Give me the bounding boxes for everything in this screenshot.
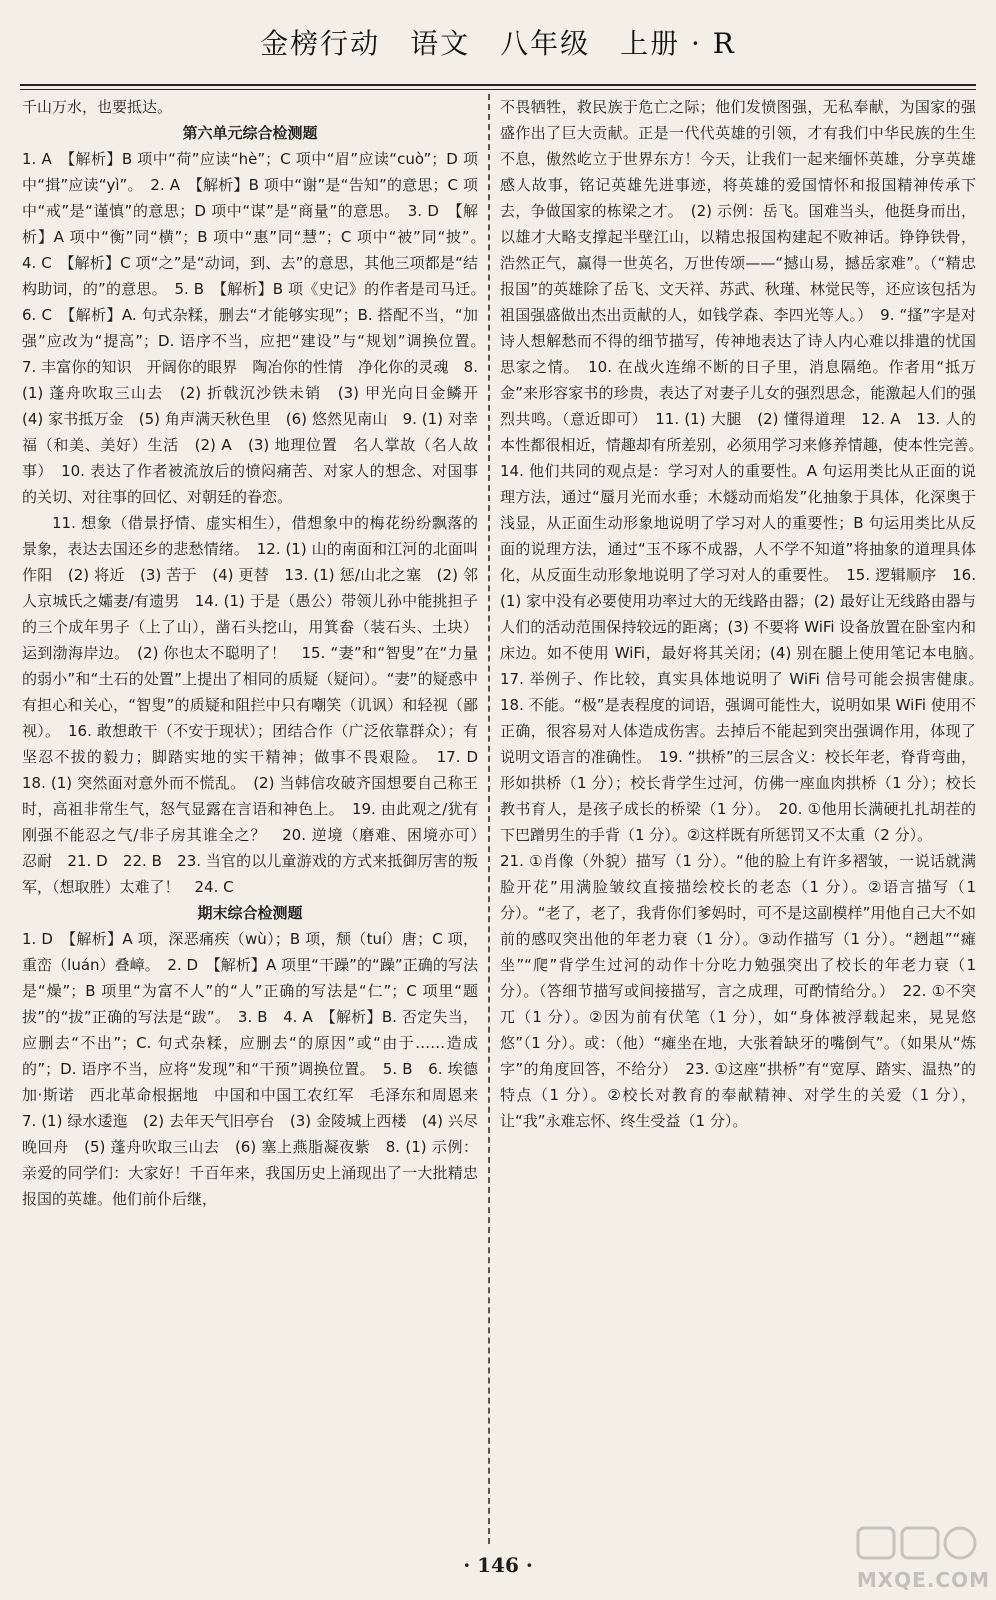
answer-paragraph: 21. ①肖像（外貌）描写（1 分）。“他的脸上有许多褶皱，一说话就满脸开花”用满脸皱纹直接描绘校长的老态（1 分）。②语言描写（1 分）。“老了，老了，我背你们爹妈时，可不是这副模样”用他自己大不如前的感叹突出他的年老力衰（1 分）。③动作描写（1 分）。“趔趄”“瘫坐”“爬”背学生过河的动作十分吃力勉强突出了校长的年老力衰（1 分）。（答细节描写或间接描写，言之成理，可酌情给分。） 22. ①不突兀（1 分）。②因为前有伏笔（1 分），如“身体被浮载起来，晃晃悠悠”（1 分）。或：（他）“瘫坐在地，大张着缺牙的嘴倒气”。（如果从“炼字”的角度回答，不给分） 23. ①这座“拱桥”有“宽厚、踏实、温热”的特点（1 分）。②校长对教育的奉献精神、对学生的关爱（1 分），让“我”永难忘怀、终生受益（1 分）。 — [500, 852, 976, 1130]
section-title: 第六单元综合检测题 — [182, 124, 318, 142]
watermark-text: MXQE.COM — [856, 1568, 990, 1592]
answer-paragraph: 不畏牺牲，救民族于危亡之际；他们发愤图强，无私奉献，为国家的强盛作出了巨大贡献。正是一代代英雄的引领，才有我们中华民族的生生不息，傲然屹立于世界东方！今天，让我们一起来缅怀英雄，分享英雄感人故事，铭记英雄先进事迹，将英雄的爱国情怀和报国精神传承下去，争做国家的栋梁之才。 (2) 示例：岳飞。国难当头，他挺身而出，以雄才大略支撑起半壁江山，以精忠报国构建起不败神话。铮铮铁骨，浩然正气，赢得一世英名，万世传颂——“撼山易，撼岳家难”。（“精忠报国”的英雄除了岳飞、文天祥、苏武、秋瑾、林觉民等，还应该包括为祖国强盛做出杰出贡献的人，如钱学森、李四光等人。） 9. “搔”字是对诗人想解愁而不得的细节描写，传神地表达了诗人内心难以排遣的忧国思家之情。 10. 在战火连绵不断的日子里，消息隔绝。作者用“抵万金”来形容家书的珍贵，表达了对妻子儿女的强烈思念，能激起人们的强烈共鸣。（意近即可） 11. (1) 大腿 (2) 懂得道理 12. A 13. 人的本性都很相近，情趣却有所差别，必须用学习来修养情趣，使本性完善。 14. 他们共同的观点是：学习对人的重要性。A 句运用类比从正面的说理方法，通过“蜃月光而水垂；木燧动而焰发”化抽象于具体，化深奥于浅显，从正面生动形象地说明了学习对人的重要性；B 句运用类比从反面的说理方法，通过“玉不琢不成器，人不学不知道”将抽象的道理具体化，从反面生动形象地说明了学习对人的重要性。 15. 逻辑顺序 16. (1) 家中没有必要使用功率过大的无线路由器；(2) 最好让无线路由器与人们的活动范围保持较远的距离；(3) 不要将 WiFi 设备放置在卧室内和床边。如不使用 WiFi，最好将其关闭；(4) 别在腿上使用笔记本电脑。 17. 举例子、作比较，真实具体地说明了 WiFi 信号可能会损害健康。 18. 不能。“极”是表程度的词语，强调可能性大，说明如果 WiFi 使用不正确，很容易对人体造成伤害。去掉后不能起到突出强调作用，体现了说明文语言的准确性。 19. “拱桥”的三层含义：校长年老，脊背弯曲，形如拱桥（1 分）；校长背学生过河，仿佛一座血肉拱桥（1 分）；校长教书育人，是孩子成长的桥梁（1 分）。 20. ①他用长满硬扎扎胡茬的下巴蹭男生的手背（1 分）。②这样既有所惩罚又不太重（2 分）。 — [500, 98, 992, 844]
answer-paragraph: 1. A 【解析】B 项中“荷”应读“hè”；C 项中“眉”应读“cuò”；D 项中“揖”应读“yì”。 2. A 【解析】B 项中“谢”是“告知”的意思；C 项中“戒”是“谨慎”的意思；D 项中“谋”是“商量”的意思。 3. D 【解析】A 项中“衡”同“横”；B 项中“惠”同“慧”；C 项中“被”同“披”。 4. C 【解析】C 项“之”是“动词，到、去”的意思，其他三项都是“结构助词，的”的意思。 5. B 【解析】B 项《史记》的作者是司马迁。 6. C 【解析】A. 句式杂糅，删去“才能够实现”；B. 搭配不当，“加强”应改为“提高”；D. 语序不当，应把“建设”与“规划”调换位置。 7. 丰富你的知识 开阔你的眼界 陶冶你的性情 净化你的灵魂 8. (1) 蓬舟吹取三山去 (2) 折戟沉沙铁未销 (3) 甲光向日金鳞开 (4) 家书抵万金 (5) 角声满天秋色里 (6) 悠然见南山 9. (1) 对幸福（和美、美好）生活 (2) A (3) 地理位置 名人掌故（名人故事） 10. 表达了作者被流放后的愤闷痛苦、对家人的想念、对国事的关切、对往事的回忆、对朝廷的眷恋。 — [22, 150, 494, 506]
right-column — [500, 94, 992, 1540]
page-header: 金榜行动 语文 八年级 上册 · R — [260, 27, 736, 60]
section-title: 期末综合检测题 — [197, 904, 303, 922]
answer-paragraph: 11. 想象（借景抒情、虚实相生），借想象中的梅花纷纷飘落的景象，表达去国还乡的悲愁情绪。 12. (1) 山的南面和江河的北面叫作阳 (2) 将近 (3) 苦于 (4) 更替 13. (1) 惩/山北之塞 (2) 邻人京城氏之孀妻/有遗男 14. (1) 于是（愚公）带领儿孙中能挑担子的三个成年男子（上了山），凿石头挖山，用箕畚（装石头、土块）运到渤海岸边。 (2) 你也太不聪明了！ 15. “妻”和“智叟”在“力量的弱小”和“土石的处置”上提出了相同的质疑（疑问）。“妻”的疑惑中有担心和关心，“智叟”的质疑和阻拦中只有嘲笑（讥讽）和轻视（鄙视）。 16. 敢想敢干（不安于现状）；团结合作（广泛依靠群众）；有坚忍不拔的毅力；脚踏实地的实干精神；做事不畏艰险。 17. D 18. (1) 突然面对意外而不慌乱。 (2) 当韩信攻破齐国想要自己称王时，高祖非常生气，怒气显露在言语和神色上。 19. 由此观之/犹有刚强不能忍之气/非子房其谁全之？ 20. 逆境（磨难、困境亦可） 忍耐 21. D 22. B 23. 当官的以儿童游戏的方式来抵御厉害的叛军，（想取胜）太难了！ 24. C — [22, 514, 494, 896]
left-column — [22, 94, 494, 1540]
page-number: · 146 · — [463, 1553, 533, 1577]
watermark-logo — [850, 1522, 990, 1592]
answer-paragraph: 千山万水，也要抵达。 — [22, 98, 173, 116]
header-rule-thin — [20, 89, 976, 90]
answer-paragraph: 1. D 【解析】A 项，深恶痛疾（wù）；B 项，颓（tuí）唐；C 项，重峦（luán）叠嶂。 2. D 【解析】A 项里“干躁”的“躁”正确的写法是“燥”；B 项里“为富不人”的“人”正确的写法是“仁”；C 项里“题拔”的“拔”正确的写法是“跋”。 3. B 4. A 【解析】B. 否定失当，应删去“不出”；C. 句式杂糅，应删去“的原因”或“由于……造成的”；D. 语序不当，应将“发现”和“干预”调换位置。 5. B 6. 埃德加·斯诺 西北革命根据地 中国和中国工农红军 毛泽东和周恩来 7. (1) 绿水逶迤 (2) 去年天气旧亭台 (3) 金陵城上西楼 (4) 兴尽晚回舟 (5) 蓬舟吹取三山去 (6) 塞上燕脂凝夜紫 8. (1) 示例：亲爱的同学们：大家好！千百年来，我国历史上涌现出了一大批精忠报国的英雄。他们前仆后继， — [22, 930, 494, 1208]
header-rule — [20, 84, 976, 86]
column-divider — [488, 94, 490, 1544]
